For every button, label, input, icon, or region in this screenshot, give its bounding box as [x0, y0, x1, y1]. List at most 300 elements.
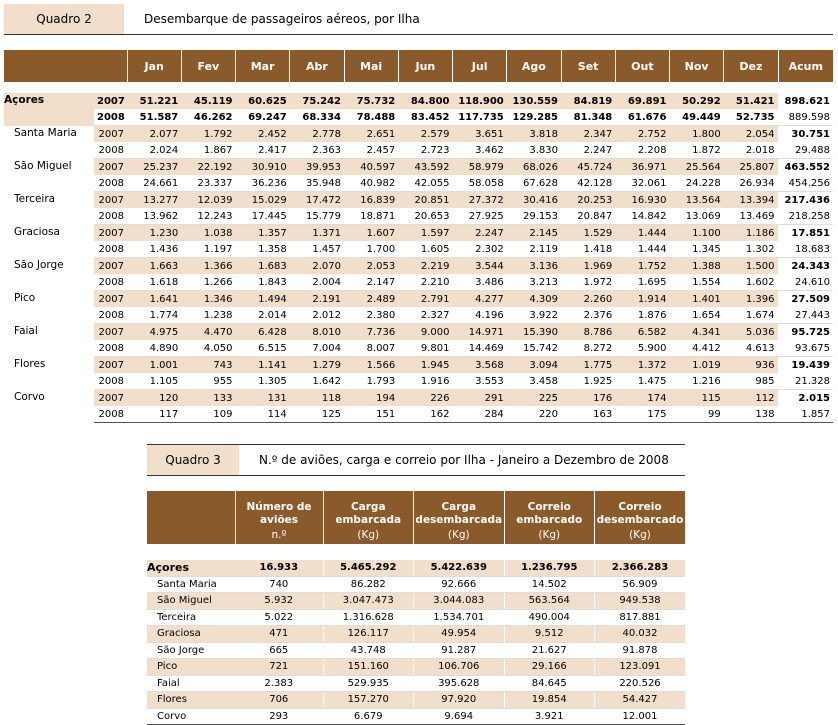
table-row [4, 274, 833, 291]
value-cell: 3.094 [507, 357, 561, 374]
table-row [4, 225, 833, 242]
value-cell: 17.445 [236, 208, 290, 225]
column-header [235, 491, 323, 529]
value-cell: 1.793 [344, 373, 398, 390]
value-cell: 1.357 [236, 225, 290, 242]
value-cell: 6.582 [615, 324, 669, 341]
value-cell: 2.376 [561, 307, 615, 324]
value-cell: 2.452 [236, 126, 290, 143]
value-cell: 14.502 [504, 576, 595, 593]
value-cell: 2.380 [344, 307, 398, 324]
island-name: Açores [4, 93, 94, 126]
value-cell: 3.458 [507, 373, 561, 390]
acum-cell: 21.328 [778, 373, 833, 390]
value-cell: 2.579 [398, 126, 452, 143]
value-cell: 25.807 [724, 159, 778, 176]
value-cell: 1.916 [398, 373, 452, 390]
column-header [504, 491, 595, 529]
value-cell: 1.597 [398, 225, 452, 242]
value-cell: 91.287 [414, 642, 505, 659]
year-cell: 2008 [94, 307, 127, 324]
value-cell: 1.534.701 [414, 609, 505, 626]
value-cell: 84.645 [504, 675, 595, 692]
table-row [147, 642, 685, 659]
value-cell: 2.208 [615, 142, 669, 159]
value-cell: 24.661 [127, 175, 181, 192]
value-cell: 2.012 [290, 307, 344, 324]
value-cell: 1.475 [615, 373, 669, 390]
acum-cell: 24.610 [778, 274, 833, 291]
value-cell: 1.305 [236, 373, 290, 390]
value-cell: 3.818 [507, 126, 561, 143]
acum-cell: 898.621 [778, 93, 833, 109]
acum-cell: 93.675 [778, 340, 833, 357]
value-cell: 1.774 [127, 307, 181, 324]
value-cell: 43.592 [398, 159, 452, 176]
value-cell: 2.366.283 [595, 560, 686, 576]
value-cell: 1.494 [236, 291, 290, 308]
value-cell: 129.285 [507, 109, 561, 126]
column-title-line1: Correio [527, 501, 571, 513]
value-cell: 1.566 [344, 357, 398, 374]
acum-cell: 27.509 [778, 291, 833, 308]
value-cell: 2.219 [398, 258, 452, 275]
value-cell: 2.489 [344, 291, 398, 308]
value-cell: 5.022 [235, 609, 323, 626]
year-cell: 2007 [94, 192, 127, 209]
value-cell: 3.544 [453, 258, 507, 275]
value-cell: 1.019 [670, 357, 724, 374]
value-cell: 4.412 [670, 340, 724, 357]
value-cell: 30.416 [507, 192, 561, 209]
value-cell: 125 [290, 406, 344, 423]
value-cell: 54.427 [595, 692, 686, 709]
value-cell: 2.247 [453, 225, 507, 242]
value-cell: 721 [235, 659, 323, 676]
value-cell: 2.024 [127, 142, 181, 159]
value-cell: 1.436 [127, 241, 181, 258]
value-cell: 131 [236, 390, 290, 407]
value-cell: 163 [561, 406, 615, 423]
value-cell: 4.470 [181, 324, 235, 341]
value-cell: 58.058 [453, 175, 507, 192]
year-cell: 2008 [94, 142, 127, 159]
acum-cell: 217.436 [778, 192, 833, 209]
table-row [147, 609, 685, 626]
value-cell: 2.018 [724, 142, 778, 159]
year-cell: 2007 [94, 159, 127, 176]
island-name: Corvo [147, 708, 235, 725]
acum-cell: 19.439 [778, 357, 833, 374]
island-name: Pico [4, 291, 94, 324]
value-cell: 2.070 [290, 258, 344, 275]
column-unit: (Kg) [414, 529, 505, 544]
separator-row [147, 544, 685, 560]
value-cell: 471 [235, 626, 323, 643]
value-cell: 5.932 [235, 593, 323, 610]
acum-cell: 95.725 [778, 324, 833, 341]
quadro3-header [147, 444, 685, 476]
value-cell: 293 [235, 708, 323, 725]
value-cell: 1.141 [236, 357, 290, 374]
year-cell: 2008 [94, 175, 127, 192]
value-cell: 52.735 [724, 109, 778, 126]
quadro2-header-row [4, 50, 833, 82]
acum-cell: 2.015 [778, 390, 833, 407]
value-cell: 60.625 [236, 93, 290, 109]
value-cell: 21.627 [504, 642, 595, 659]
value-cell: 1.500 [724, 258, 778, 275]
value-cell: 5.900 [615, 340, 669, 357]
value-cell: 706 [235, 692, 323, 709]
value-cell: 56.909 [595, 576, 686, 593]
value-cell: 1.216 [670, 373, 724, 390]
column-header-jan: Jan [127, 50, 181, 82]
value-cell: 75.242 [290, 93, 344, 109]
value-cell: 2.778 [290, 126, 344, 143]
value-cell: 99 [670, 406, 724, 423]
island-name: Terceira [147, 609, 235, 626]
table-row [147, 659, 685, 676]
value-cell: 13.277 [127, 192, 181, 209]
value-cell: 6.679 [323, 708, 414, 725]
value-cell: 4.277 [453, 291, 507, 308]
value-cell: 2.004 [290, 274, 344, 291]
value-cell: 106.706 [414, 659, 505, 676]
value-cell: 133 [181, 390, 235, 407]
column-unit: (Kg) [323, 529, 414, 544]
value-cell: 1.800 [670, 126, 724, 143]
value-cell: 118.900 [453, 93, 507, 109]
value-cell: 13.962 [127, 208, 181, 225]
column-unit: n.º [235, 529, 323, 544]
value-cell: 4.309 [507, 291, 561, 308]
value-cell: 49.449 [670, 109, 724, 126]
value-cell: 5.422.639 [414, 560, 505, 576]
value-cell: 20.847 [561, 208, 615, 225]
value-cell: 1.236.795 [504, 560, 595, 576]
acum-cell: 24.343 [778, 258, 833, 275]
value-cell: 3.553 [453, 373, 507, 390]
value-cell: 194 [344, 390, 398, 407]
value-cell: 114 [236, 406, 290, 423]
column-title-line2: desembarcado [596, 514, 684, 526]
column-header [414, 491, 505, 529]
acum-cell: 18.683 [778, 241, 833, 258]
value-cell: 1.457 [290, 241, 344, 258]
value-cell: 174 [615, 390, 669, 407]
quadro3-title: N.º de aviões, carga e correio por Ilha - Janeiro a Dezembro de 2008 [259, 453, 669, 467]
acum-cell: 454.256 [778, 175, 833, 192]
value-cell: 220.526 [595, 675, 686, 692]
quadro2-table [4, 50, 833, 423]
value-cell: 2.247 [561, 142, 615, 159]
value-cell: 3.921 [504, 708, 595, 725]
value-cell: 29.153 [507, 208, 561, 225]
value-cell: 7.004 [290, 340, 344, 357]
quadro3-header-row [147, 491, 685, 529]
value-cell: 25.237 [127, 159, 181, 176]
value-cell: 43.748 [323, 642, 414, 659]
value-cell: 2.302 [453, 241, 507, 258]
year-cell: 2007 [94, 258, 127, 275]
value-cell: 3.047.473 [323, 593, 414, 610]
value-cell: 51.587 [127, 109, 181, 126]
value-cell: 112 [724, 390, 778, 407]
value-cell: 75.732 [344, 93, 398, 109]
value-cell: 1.444 [615, 225, 669, 242]
value-cell: 123.091 [595, 659, 686, 676]
value-cell: 1.683 [236, 258, 290, 275]
value-cell: 25.564 [670, 159, 724, 176]
quadro2-corner-cell [4, 50, 127, 82]
table-row [4, 258, 833, 275]
island-name: Flores [4, 357, 94, 390]
value-cell: 2.651 [344, 126, 398, 143]
column-header-nov: Nov [670, 50, 724, 82]
column-title-line1: Correio [618, 501, 662, 513]
value-cell: 1.418 [561, 241, 615, 258]
island-name: Faial [4, 324, 94, 357]
acum-cell: 29.488 [778, 142, 833, 159]
table-row [4, 324, 833, 341]
value-cell: 1.371 [290, 225, 344, 242]
value-cell: 1.401 [670, 291, 724, 308]
table-row [4, 126, 833, 143]
value-cell: 1.105 [127, 373, 181, 390]
island-name: São Miguel [4, 159, 94, 192]
acum-cell: 463.552 [778, 159, 833, 176]
island-name: Santa Maria [4, 126, 94, 159]
value-cell: 2.383 [235, 675, 323, 692]
value-cell: 1.876 [615, 307, 669, 324]
value-cell: 1.752 [615, 258, 669, 275]
column-title-line1: Carga [441, 501, 477, 513]
column-header-out: Out [615, 50, 669, 82]
table-row [4, 93, 833, 109]
value-cell: 46.262 [181, 109, 235, 126]
year-cell: 2008 [94, 241, 127, 258]
value-cell: 1.345 [670, 241, 724, 258]
value-cell: 61.676 [615, 109, 669, 126]
value-cell: 15.390 [507, 324, 561, 341]
value-cell: 2.457 [344, 142, 398, 159]
island-name: São Jorge [147, 642, 235, 659]
value-cell: 3.213 [507, 274, 561, 291]
value-cell: 2.147 [344, 274, 398, 291]
value-cell: 14.469 [453, 340, 507, 357]
table-row [4, 192, 833, 209]
value-cell: 4.975 [127, 324, 181, 341]
value-cell: 13.469 [724, 208, 778, 225]
year-cell: 2007 [94, 225, 127, 242]
value-cell: 16.933 [235, 560, 323, 576]
value-cell: 3.568 [453, 357, 507, 374]
acum-cell: 218.258 [778, 208, 833, 225]
island-name: Graciosa [147, 626, 235, 643]
quadro2-header [4, 4, 833, 35]
value-cell: 220 [507, 406, 561, 423]
value-cell: 130.559 [507, 93, 561, 109]
value-cell: 1.100 [670, 225, 724, 242]
island-name: Açores [147, 560, 235, 576]
table-row [147, 708, 685, 725]
value-cell: 32.061 [615, 175, 669, 192]
value-cell: 1.197 [181, 241, 235, 258]
value-cell: 7.736 [344, 324, 398, 341]
table-row [4, 390, 833, 407]
value-cell: 1.372 [615, 357, 669, 374]
value-cell: 49.954 [414, 626, 505, 643]
value-cell: 2.417 [236, 142, 290, 159]
value-cell: 665 [235, 642, 323, 659]
value-cell: 226 [398, 390, 452, 407]
island-name: Pico [147, 659, 235, 676]
column-title-line1: Carga [350, 501, 386, 513]
value-cell: 69.891 [615, 93, 669, 109]
year-cell: 2007 [94, 126, 127, 143]
value-cell: 395.628 [414, 675, 505, 692]
island-name: Corvo [4, 390, 94, 423]
value-cell: 817.881 [595, 609, 686, 626]
value-cell: 30.910 [236, 159, 290, 176]
value-cell: 2.119 [507, 241, 561, 258]
value-cell: 17.472 [290, 192, 344, 209]
table-row [4, 208, 833, 225]
island-name: Graciosa [4, 225, 94, 258]
value-cell: 1.266 [181, 274, 235, 291]
value-cell: 151.160 [323, 659, 414, 676]
value-cell: 16.839 [344, 192, 398, 209]
value-cell: 118 [290, 390, 344, 407]
quadro2-title: Desembarque de passageiros aéreos, por Ilha [144, 12, 420, 26]
value-cell: 4.050 [181, 340, 235, 357]
value-cell: 1.775 [561, 357, 615, 374]
value-cell: 1.186 [724, 225, 778, 242]
value-cell: 2.077 [127, 126, 181, 143]
value-cell: 1.444 [615, 241, 669, 258]
value-cell: 24.228 [670, 175, 724, 192]
value-cell: 115 [670, 390, 724, 407]
value-cell: 1.872 [670, 142, 724, 159]
table-row [147, 560, 685, 576]
column-header-mai: Mai [344, 50, 398, 82]
value-cell: 4.890 [127, 340, 181, 357]
table-row [4, 373, 833, 390]
value-cell: 1.914 [615, 291, 669, 308]
value-cell: 1.302 [724, 241, 778, 258]
column-header-ago: Ago [507, 50, 561, 82]
column-header-dez: Dez [724, 50, 778, 82]
value-cell: 12.243 [181, 208, 235, 225]
value-cell: 1.972 [561, 274, 615, 291]
value-cell: 15.742 [507, 340, 561, 357]
value-cell: 2.791 [398, 291, 452, 308]
value-cell: 157.270 [323, 692, 414, 709]
island-name: São Miguel [147, 593, 235, 610]
value-cell: 4.341 [670, 324, 724, 341]
column-header [595, 491, 686, 529]
value-cell: 23.337 [181, 175, 235, 192]
value-cell: 1.695 [615, 274, 669, 291]
value-cell: 13.394 [724, 192, 778, 209]
value-cell: 45.724 [561, 159, 615, 176]
acum-cell: 17.851 [778, 225, 833, 242]
column-title-line2: embarcado [516, 514, 583, 526]
value-cell: 529.935 [323, 675, 414, 692]
table-row [4, 340, 833, 357]
value-cell: 175 [615, 406, 669, 423]
table-row [4, 357, 833, 374]
value-cell: 949.538 [595, 593, 686, 610]
island-name: Santa Maria [147, 576, 235, 593]
value-cell: 1.230 [127, 225, 181, 242]
value-cell: 1.843 [236, 274, 290, 291]
value-cell: 8.010 [290, 324, 344, 341]
value-cell: 67.628 [507, 175, 561, 192]
value-cell: 563.564 [504, 593, 595, 610]
value-cell: 58.979 [453, 159, 507, 176]
quadro3-label: Quadro 3 [147, 445, 239, 475]
value-cell: 3.044.083 [414, 593, 505, 610]
value-cell: 1.607 [344, 225, 398, 242]
table-row [4, 241, 833, 258]
quadro3-table [147, 491, 685, 725]
value-cell: 9.801 [398, 340, 452, 357]
island-name: Terceira [4, 192, 94, 225]
value-cell: 84.800 [398, 93, 452, 109]
year-cell: 2007 [94, 357, 127, 374]
column-title-line2: embarcada [335, 514, 402, 526]
value-cell: 42.128 [561, 175, 615, 192]
value-cell: 743 [181, 357, 235, 374]
value-cell: 3.486 [453, 274, 507, 291]
acum-cell: 27.443 [778, 307, 833, 324]
value-cell: 51.221 [127, 93, 181, 109]
value-cell: 2.752 [615, 126, 669, 143]
value-cell: 15.029 [236, 192, 290, 209]
value-cell: 9.512 [504, 626, 595, 643]
value-cell: 176 [561, 390, 615, 407]
value-cell: 39.953 [290, 159, 344, 176]
value-cell: 1.663 [127, 258, 181, 275]
value-cell: 1.001 [127, 357, 181, 374]
column-header [323, 491, 414, 529]
value-cell: 2.054 [724, 126, 778, 143]
quadro3-corner-cell [147, 491, 235, 544]
column-title-line2: aviões [259, 514, 299, 526]
value-cell: 84.819 [561, 93, 615, 109]
column-header-abr: Abr [290, 50, 344, 82]
value-cell: 955 [181, 373, 235, 390]
year-cell: 2007 [94, 93, 127, 109]
quadro2-label: Quadro 2 [4, 4, 124, 34]
value-cell: 291 [453, 390, 507, 407]
acum-cell: 1.857 [778, 406, 833, 423]
value-cell: 83.452 [398, 109, 452, 126]
value-cell: 1.867 [181, 142, 235, 159]
column-title-line2: desembarcada [415, 514, 503, 526]
year-cell: 2008 [94, 373, 127, 390]
value-cell: 1.945 [398, 357, 452, 374]
value-cell: 225 [507, 390, 561, 407]
value-cell: 3.651 [453, 126, 507, 143]
value-cell: 3.830 [507, 142, 561, 159]
value-cell: 3.462 [453, 142, 507, 159]
value-cell: 42.055 [398, 175, 452, 192]
value-cell: 91.878 [595, 642, 686, 659]
table-row [147, 576, 685, 593]
